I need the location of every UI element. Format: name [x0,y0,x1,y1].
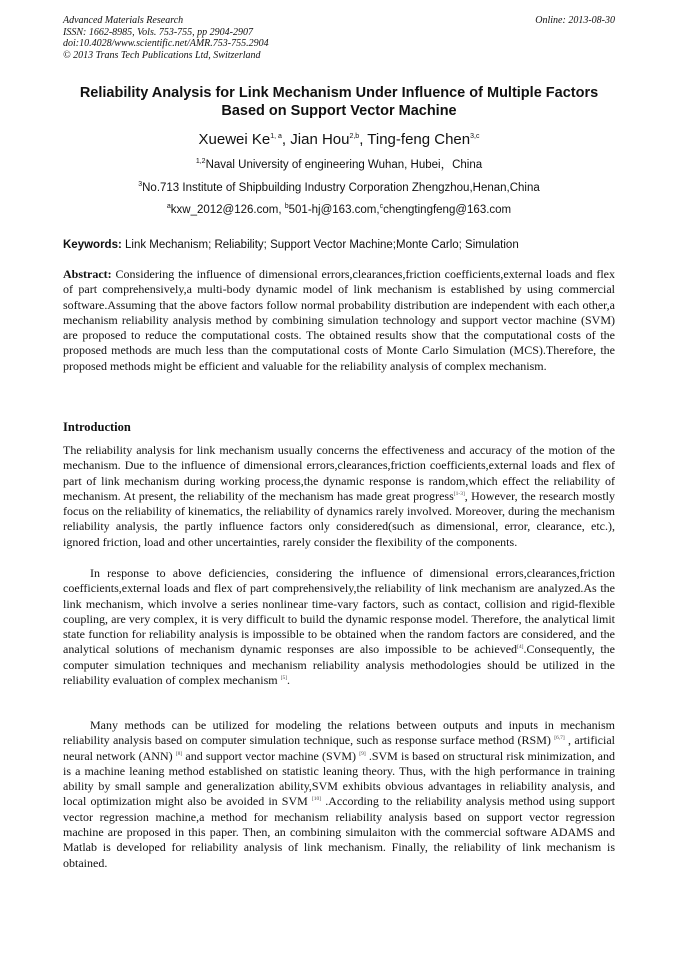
author-name: Jian Hou [290,131,350,148]
section-heading-introduction: Introduction [63,420,131,434]
affiliation-text: Naval University of engineering Wuhan, Hubei，China [205,159,483,171]
doi-line: doi:10.4028/www.scientific.net/AMR.753-755.2904 [63,38,269,49]
abstract-text: Considering the influence of dimensional errors,clearances,friction coefficients,external loads and flex of part comprehensively,a multi-body dynamic model of link mechanism is established by using commercial software.Assuming that the above factors follow normal probability distribution are independent with each other,a mechanism reliability analysis method by combining simulation technology and support vector machine (SVM) are proposed to reduce the computational costs. The obtained results show that the computational costs of the proposed methods are much less than the computational costs of Monte Carlo Simulation (MCS).Therefore, the proposed methods might be efficient and valuable for the reliability analysis of complex mechanism. [63,267,615,373]
affiliation-sup: 3 [138,181,143,189]
affiliation-3 [63,181,615,195]
keywords-label: Keywords: [63,239,122,251]
intro-paragraph-3 [63,718,615,871]
author-sep: , [359,131,368,148]
online-date: Online: 2013-08-30 [535,15,615,26]
intro-paragraph-2 [63,566,615,688]
author-list [63,131,615,149]
affiliation-1 [63,158,615,172]
paragraph-text: .According to the reliability analysis method using support vector regression machine,a method for mechanism reliability analysis based on support vector regression machine are proposed in this paper. Then, an combining simulaiton with the commercial software ADAMS and Matlab is developed for reliability analysis of link mechanism. Finally, the reliability of link mechanism is obtained. [63,794,615,870]
paragraph-text: The reliability analysis for link mechanism usually concerns the effectiveness and accuracy of the motion of the mechanism. Due to the influence of dimensional errors,clearances,friction coefficients,external loads and flex of part of link mechanism during working process,the dynamic response is random,which effect the reliability of mechanism. At present, the reliability of the mechanism has made great progress [63,443,615,503]
intro-paragraph-1 [63,443,615,550]
journal-header [63,15,443,61]
author-name: Ting-feng Chen [367,131,471,148]
author-sep: , [281,131,291,148]
email-sup: c [379,203,384,211]
copyright-line: © 2013 Trans Tech Publications Ltd, Switzerland [63,49,261,61]
citation: [6,7] [554,735,565,742]
citation: [5] [280,675,288,682]
paragraph-text: and support vector machine (SVM) [182,748,360,763]
affiliation-text: No.713 Institute of Shipbuilding Industry Corporation Zhengzhou,Henan,China [142,182,540,194]
email-line [63,203,615,217]
keywords [63,238,615,252]
citation: [4] [517,644,524,651]
email-sup: a [166,203,171,211]
paragraph-text: , However, the research mostly focus on the reliability of kinematics, the reliability of dynamics rarely involved. Moreover, during the mechanism reliability analysis, the partly influence factors only considered(such as dimensional, error, clearance, etc.), ignored friction, load and other uncertainties, rarely consider the flexibility of the components. [63,488,615,549]
email-link[interactable]: 501-hj@163.com, [288,204,380,216]
author-sup: 1, a [270,133,282,140]
citation: [8] [175,750,183,757]
email-sup: b [284,203,289,211]
paragraph-text: In response to above deficiencies, considering the influence of dimensional errors,clearances,friction coefficients,external loads and flex of part comprehensively,the reliability of link mechanism are analyzed.As the link mechanism, which involve a series nonlinear time-vary factors, such as contact, collision and rigid-flexible coupling, are very complex, it is very difficult to build the dynamic response model. Therefore, the analytical limit state function for reliability analysis is impossible to be obtained when the random factors are considered, and the analytical solutions of mechanism dynamic responses are also impossible to be achieved [63,566,615,657]
paragraph-text: .Consequently, the computer simulation techniques and mechanism reliability analysis methodologies should be utilized in the reliability evaluation of complex mechanism [63,642,616,688]
paragraph-text: .SVM is based on structural risk minimization, and is a machine leaning method established on statistic leaning theory. Thus, with the high performance in training ability by small sample and generalization ability,SVM exhibits obvious advantages in reliability analysis, and local optimization might also be avoided in SVM [63,748,615,809]
abstract [63,267,615,374]
author-sup: 3,c [470,133,480,140]
author-sup: 2,b [349,133,360,140]
citation: [10] [311,796,322,803]
issn-line: ISSN: 1662-8985, Vols. 753-755, pp 2904-2907 [63,26,253,38]
journal-name: Advanced Materials Research [63,15,184,26]
paragraph-text: Many methods can be utilized for modeling the relations between outputs and inputs in mechanism reliability analysis based on computer simulation technique, such as response surface method (RSM) [63,718,615,748]
email-link[interactable]: chengtingfeng@163.com [383,204,512,216]
abstract-label: Abstract: [63,267,112,281]
paragraph-text: . [287,673,291,688]
keywords-text: Link Mechanism; Reliability; Support Vector Machine;Monte Carlo; Simulation [121,239,519,251]
email-link[interactable]: kxw_2012@126.com, [170,204,285,216]
affiliation-sup: 1,2 [195,158,206,166]
paragraph-text: , artificial neural network (ANN) [63,733,616,763]
author-name: Xuewei Ke [198,131,271,148]
citation: [9] [359,750,366,757]
paper-title: Reliability Analysis for Link Mechanism Under Influence of Multiple Factors Based on Support Vector Machine [79,85,599,119]
citation: [1-3] [453,490,465,497]
